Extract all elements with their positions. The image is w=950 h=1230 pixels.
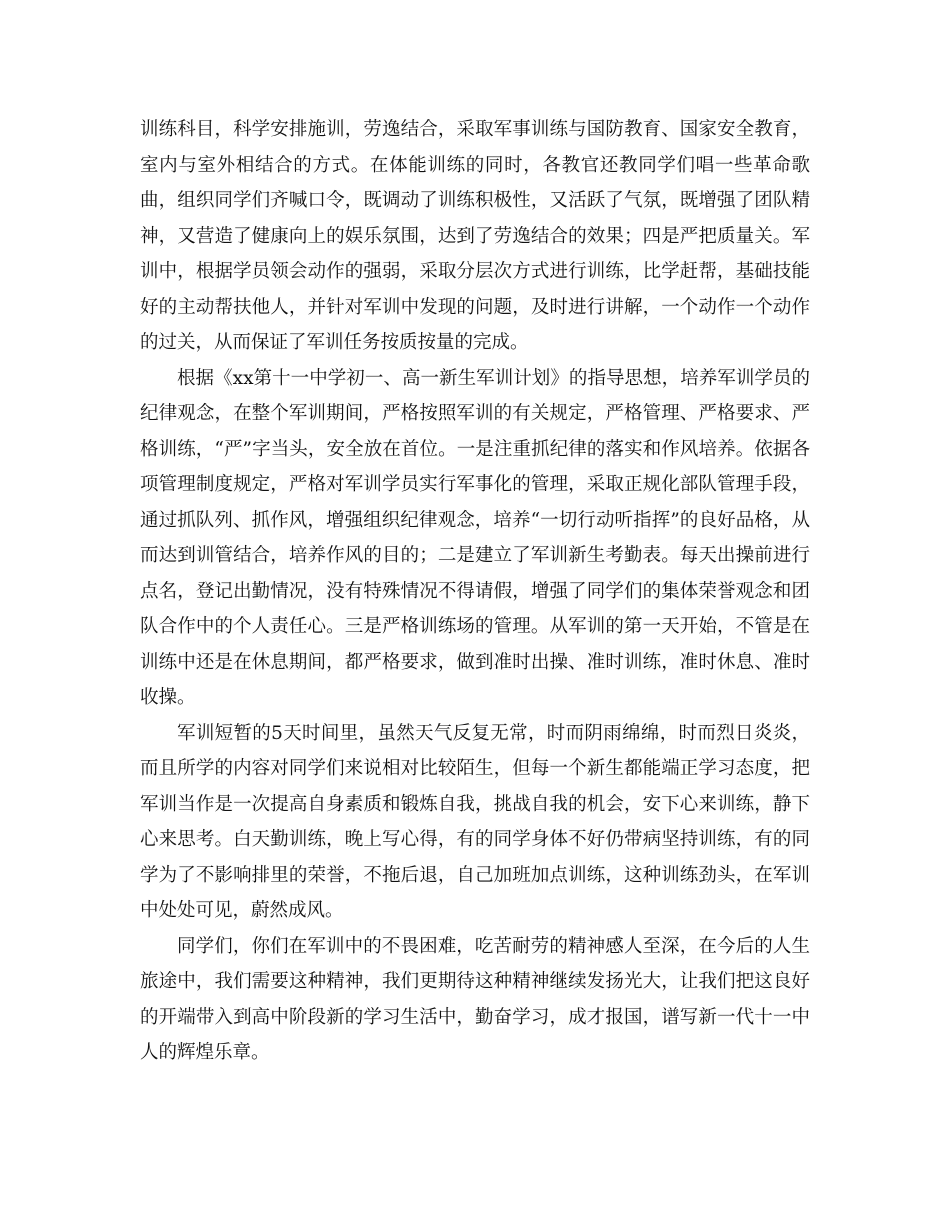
- paragraph-3: 军训短暂的5天时间里，虽然天气反复无常，时而阴雨绵绵，时而烈日炎炎，而且所学的内容对同学们来说相对比较陌生，但每一个新生都能端正学习态度，把军训当作是一次提高自身素质和锻炼自我，挑战自我的机会，安下心来训练，静下心来思考。白天勤训练，晚上写心得，有的同学身体不好仍带病坚持训练，有的同学为了不影响排里的荣誉，不拖后退，自己加班加点训练，这种训练劲头，在军训中处处可见，蔚然成风。: [140, 722, 810, 921]
- paragraph-1: 训练科目，科学安排施训，劳逸结合，采取军事训练与国防教育、国家安全教育，室内与室外相结合的方式。在体能训练的同时，各教官还教同学们唱一些革命歌曲，组织同学们齐喊口令，既调动了训练积极性，又活跃了气氛，既增强了团队精神，又营造了健康向上的娱乐氛围，达到了劳逸结合的效果；四是严把质量关。军训中，根据学员领会动作的强弱，采取分层次方式进行训练，比学赶帮，基础技能好的主动帮扶他人，并针对军训中发现的问题，及时进行讲解，一个动作一个动作的过关，从而保证了军训任务按质按量的完成。: [140, 119, 810, 353]
- paragraph-4: 同学们，你们在军训中的不畏困难，吃苦耐劳的精神感人至深，在今后的人生旅途中，我们需要这种精神，我们更期待这种精神继续发扬光大，让我们把这良好的开端带入到高中阶段新的学习生活中，勤奋学习，成才报国，谱写新一代十一中人的辉煌乐章。: [140, 935, 810, 1063]
- document-body: [140, 112, 810, 1071]
- paragraph-2: 根据《xx第十一中学初一、高一新生军训计划》的指导思想，培养军训学员的纪律观念，在整个军训期间，严格按照军训的有关规定，严格管理、严格要求、严格训练，“严”字当头，安全放在首位。一是注重抓纪律的落实和作风培养。依据各项管理制度规定，严格对军训学员实行军事化的管理，采取正规化部队管理手段，通过抓队列、抓作风，增强组织纪律观念，培养“一切行动听指挥”的良好品格，从而达到训管结合，培养作风的目的；二是建立了军训新生考勤表。每天出操前进行点名，登记出勤情况，没有特殊情况不得请假，增强了同学们的集体荣誉观念和团队合作中的个人责任心。三是严格训练场的管理。从军训的第一天开始，不管是在训练中还是在休息期间，都严格要求，做到准时出操、准时训练，准时休息、准时收操。: [140, 367, 810, 708]
